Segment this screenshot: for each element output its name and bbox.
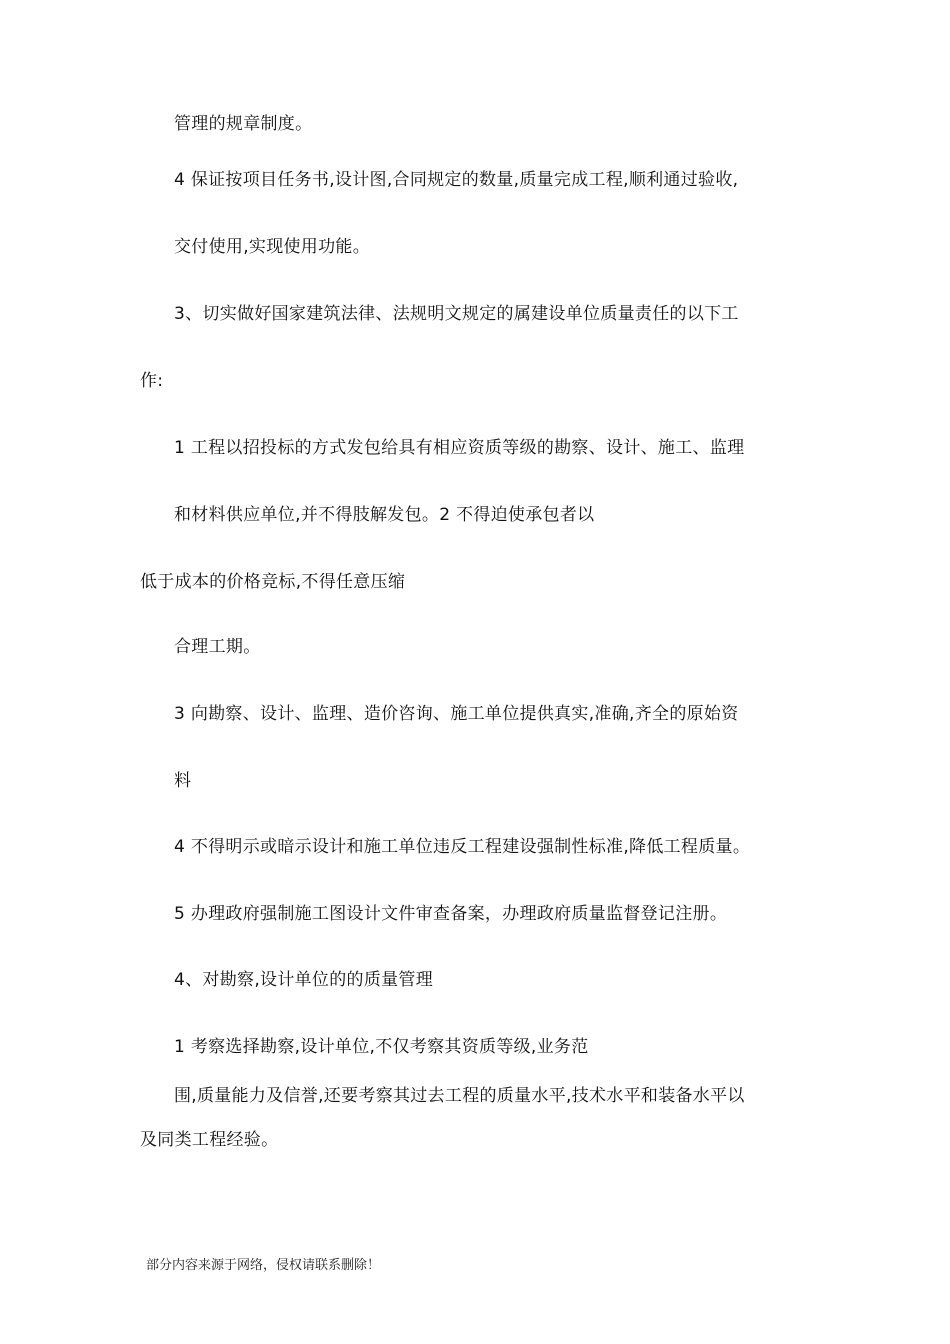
text-line: 4 保证按项目任务书,设计图,合同规定的数量,质量完成工程,顺利通过验收, bbox=[174, 170, 739, 190]
text-line: 3、切实做好国家建筑法律、法规明文规定的属建设单位质量责任的以下工 bbox=[174, 304, 739, 324]
text-line: 作: bbox=[140, 371, 164, 391]
text-line: 围,质量能力及信誉,还要考察其过去工程的质量水平,技术水平和装备水平以 bbox=[174, 1086, 745, 1106]
text-line: 低于成本的价格竞标,不得任意压缩 bbox=[140, 572, 406, 592]
text-line: 和材料供应单位,并不得肢解发包。2 不得迫使承包者以 bbox=[174, 505, 595, 525]
text-line: 1 考察选择勘察,设计单位,不仅考察其资质等级,业务范 bbox=[174, 1037, 589, 1057]
text-line: 3 向勘察、设计、监理、造价咨询、施工单位提供真实,准确,齐全的原始资 bbox=[174, 704, 739, 724]
footer-disclaimer: 部分内容来源于网络，侵权请联系删除！ bbox=[146, 1258, 381, 1273]
text-line: 管理的规章制度。 bbox=[174, 114, 313, 134]
text-line: 合理工期。 bbox=[174, 637, 261, 657]
text-line: 4 不得明示或暗示设计和施工单位违反工程建设强制性标准,降低工程质量。 bbox=[174, 837, 751, 857]
text-line: 料 bbox=[174, 771, 192, 791]
text-line: 交付使用,实现使用功能。 bbox=[174, 237, 371, 257]
text-line: 4、对勘察,设计单位的的质量管理 bbox=[174, 970, 434, 990]
text-line: 1 工程以招投标的方式发包给具有相应资质等级的勘察、设计、施工、监理 bbox=[174, 438, 745, 458]
text-line: 及同类工程经验。 bbox=[140, 1130, 279, 1150]
text-line: 5 办理政府强制施工图设计文件审查备案，办理政府质量监督登记注册。 bbox=[174, 904, 728, 924]
